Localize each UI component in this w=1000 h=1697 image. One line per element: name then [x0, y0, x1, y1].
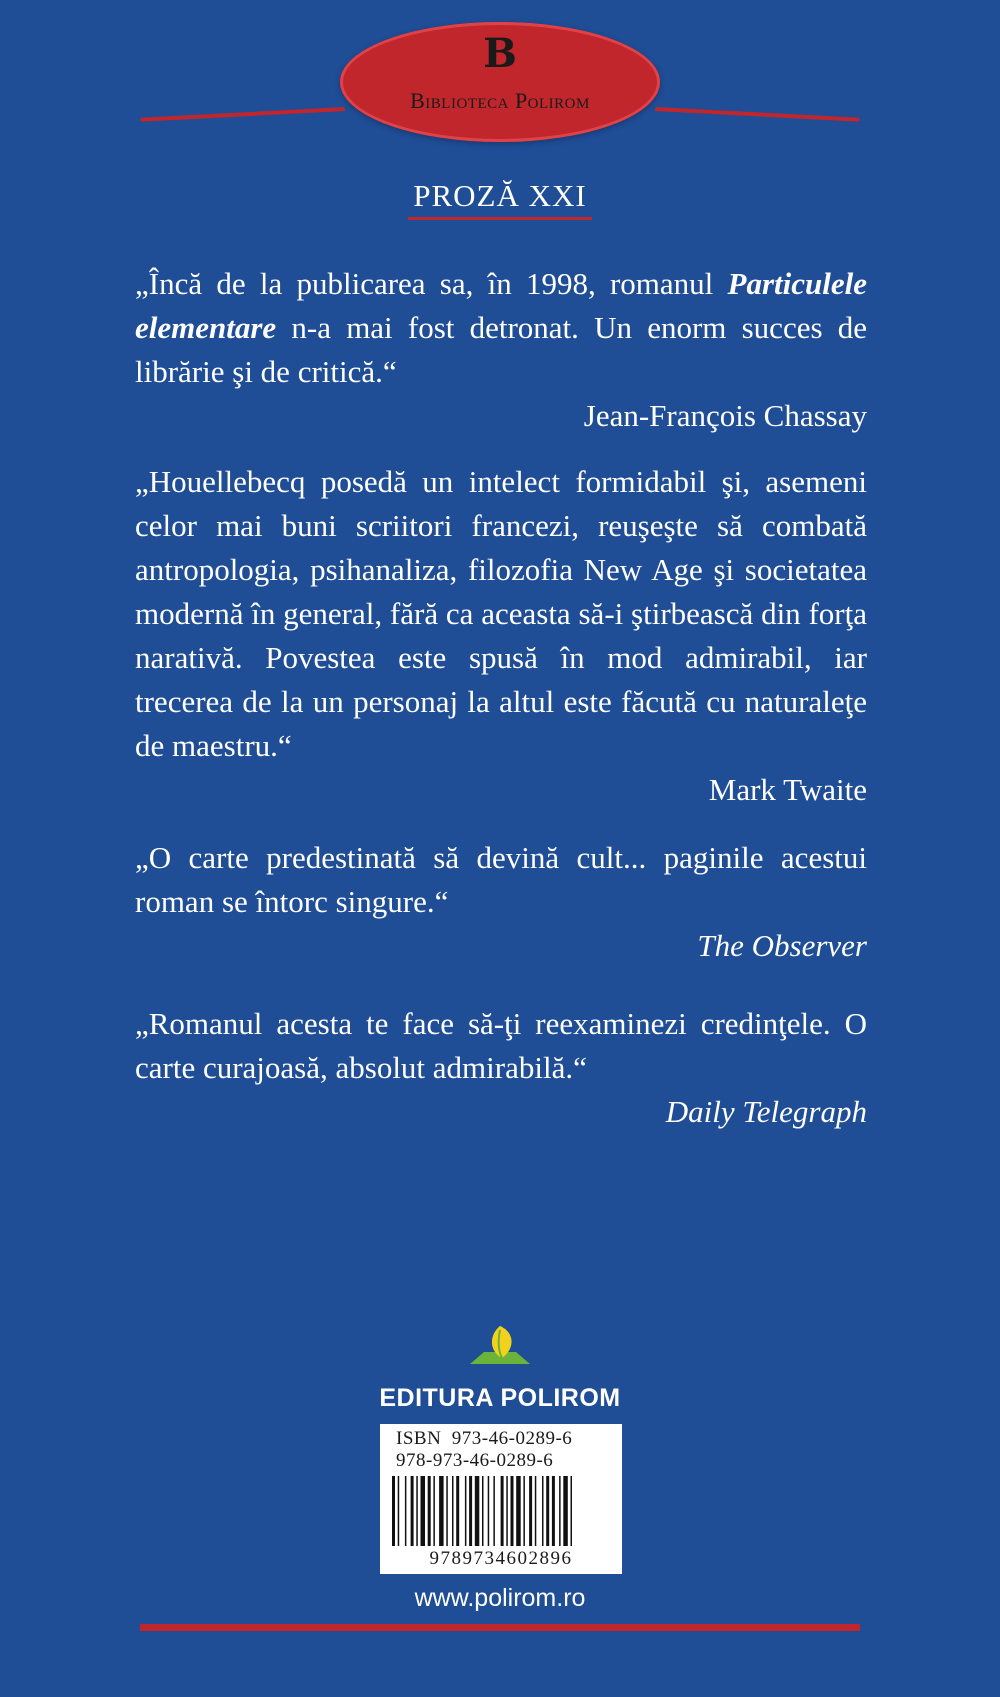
emblem-brand-text: Biblioteca Polirom	[410, 88, 590, 113]
quote-1	[135, 262, 867, 438]
barcode-bar	[392, 1476, 395, 1546]
barcode-bar	[411, 1476, 414, 1546]
barcode-bar	[469, 1476, 472, 1546]
barcode-bar	[398, 1476, 400, 1546]
barcode-bar	[452, 1476, 454, 1546]
barcode-bar	[552, 1476, 555, 1546]
barcode-bar	[559, 1476, 561, 1546]
barcode-bar	[511, 1476, 514, 1546]
barcode-bar	[405, 1476, 407, 1546]
barcode-bar	[446, 1476, 448, 1546]
barcode-bar	[546, 1476, 549, 1546]
barcode-bar	[516, 1476, 521, 1546]
barcode-bar	[416, 1476, 418, 1546]
emblem-monogram: B	[483, 30, 517, 77]
barcode-bar	[433, 1476, 435, 1546]
quote-3	[135, 836, 867, 968]
barcode-bar	[439, 1476, 444, 1546]
barcode	[390, 1476, 612, 1546]
isbn-10: ISBN 973-46-0289-6	[396, 1428, 573, 1449]
series-underline	[408, 217, 592, 220]
quote-text: „Romanul acesta te face să-ţi reexaminezi credinţele. O carte curajoasă, absolut admirabilă.“	[135, 1006, 867, 1085]
barcode-digits: 9789734602896	[429, 1548, 573, 1569]
publisher-name: EDITURA POLIROM	[379, 1384, 621, 1412]
leaf-logo-icon	[468, 1322, 532, 1372]
barcode-bar	[523, 1476, 525, 1546]
quote-4	[135, 1002, 867, 1134]
quote-2	[135, 460, 867, 812]
barcode-bar	[421, 1476, 426, 1546]
header-rule-right	[655, 107, 860, 122]
barcode-bar	[482, 1476, 484, 1546]
quote-source: The Observer	[697, 928, 867, 963]
book-title: Particulele elementare	[135, 266, 867, 345]
quote-text: „Încă de la publicarea sa, în 1998, romanul Particulele elementare n-a mai fost detronat. Un enorm succes de librărie şi de critică.“	[135, 266, 867, 389]
barcode-bar	[501, 1476, 504, 1546]
barcode-bar	[571, 1476, 573, 1546]
barcode-bar	[529, 1476, 532, 1546]
barcode-bar	[456, 1476, 459, 1546]
barcode-bar	[563, 1476, 568, 1546]
footer-rule	[140, 1624, 860, 1631]
series-title: PROZĂ XXI	[413, 178, 587, 213]
barcode-bar	[506, 1476, 508, 1546]
isbn-13: 978-973-46-0289-6	[396, 1450, 554, 1471]
barcode-bar	[428, 1476, 431, 1546]
barcode-bar	[542, 1476, 544, 1546]
quote-source: Daily Telegraph	[665, 1094, 867, 1129]
quote-text: „O carte predestinată să devină cult... paginile acestui roman se întorc singure.“	[135, 840, 867, 919]
publisher-website: www.polirom.ro	[414, 1584, 586, 1612]
header-rule-left	[140, 107, 345, 122]
isbn-barcode-block	[380, 1424, 622, 1574]
barcode-bar	[488, 1476, 490, 1546]
biblioteca-polirom-emblem	[340, 22, 660, 142]
quote-text: „Houellebecq posedă un intelect formidabil şi, asemeni celor mai buni scriitori francezi, reuşeşte să combată antropologia, psihanaliza, filozofia New Age şi societatea modernă în general, fără ca aceasta să-i ştirbească din forţa narativă. Povestea este spusă în mod admirabil, iar trecerea de la un personaj la altul este făcută cu naturaleţe de maestru.“	[135, 464, 867, 763]
quotes-section	[135, 262, 867, 1134]
quote-source: Jean-François Chassay	[583, 398, 867, 433]
barcode-bar	[493, 1476, 495, 1546]
quote-source: Mark Twaite	[708, 772, 867, 807]
barcode-bar	[475, 1476, 480, 1546]
barcode-bar	[535, 1476, 537, 1546]
barcode-bar	[465, 1476, 467, 1546]
